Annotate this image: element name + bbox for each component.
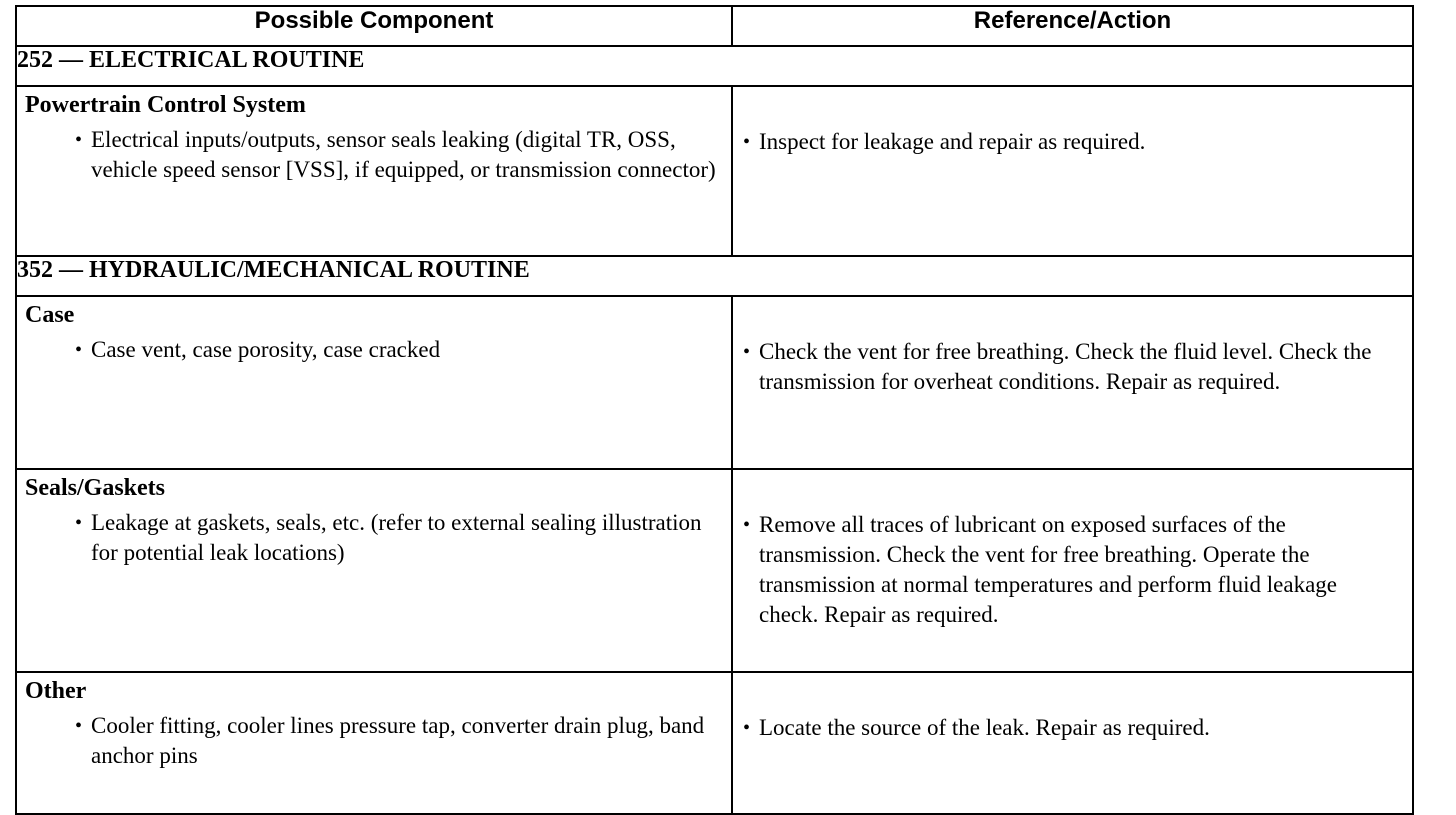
diagnosis-table (15, 5, 1414, 815)
header-reference-action: Reference/Action (732, 6, 1413, 46)
bullet-icon: • (75, 339, 83, 361)
routine-title: 252 — ELECTRICAL ROUTINE (16, 46, 1413, 86)
action-text: Remove all traces of lubricant on exposed surfaces of the transmission. Check the vent for free breathing. Operate the transmission at normal temperatures and perform fluid leakage check. Repair as required. (759, 512, 1337, 627)
bullet-icon: • (743, 341, 751, 363)
action-text: Inspect for leakage and repair as required. (759, 129, 1146, 154)
component-detail: Electrical inputs/outputs, sensor seals leaking (digital TR, OSS, vehicle speed sensor [VSS], if equipped, or transmission connector) (91, 127, 716, 182)
component-title: Other (25, 678, 87, 704)
component-detail: Case vent, case porosity, case cracked (91, 337, 441, 362)
routine-row-electrical (16, 46, 1413, 86)
action-cell (732, 296, 1413, 469)
routine-row-hydraulic (16, 256, 1413, 296)
component-cell (16, 86, 732, 256)
bullet-icon: • (75, 512, 83, 534)
bullet-icon: • (743, 514, 751, 536)
bullet-icon: • (743, 717, 751, 739)
bullet-icon: • (75, 715, 83, 737)
component-title: Case (25, 302, 75, 328)
action-text: Locate the source of the leak. Repair as required. (759, 715, 1210, 740)
action-cell (732, 672, 1413, 814)
component-detail: Leakage at gaskets, seals, etc. (refer to external sealing illustration for potential leak locations) (91, 510, 702, 565)
component-cell (16, 672, 732, 814)
bullet-icon: • (743, 131, 751, 153)
component-cell (16, 296, 732, 469)
table-header-row (16, 6, 1413, 46)
action-cell (732, 86, 1413, 256)
component-detail: Cooler fitting, cooler lines pressure tap, converter drain plug, band anchor pins (91, 713, 705, 768)
table-row (16, 672, 1413, 814)
bullet-icon: • (75, 129, 83, 151)
table-row (16, 469, 1413, 672)
component-cell (16, 469, 732, 672)
action-cell (732, 469, 1413, 672)
component-title: Powertrain Control System (25, 92, 306, 118)
component-title: Seals/Gaskets (25, 475, 166, 501)
action-text: Check the vent for free breathing. Check the fluid level. Check the transmission for overheat conditions. Repair as required. (759, 339, 1372, 394)
header-possible-component: Possible Component (16, 6, 732, 46)
table-row (16, 86, 1413, 256)
routine-title: 352 — HYDRAULIC/MECHANICAL ROUTINE (16, 256, 1413, 296)
table-row (16, 296, 1413, 469)
